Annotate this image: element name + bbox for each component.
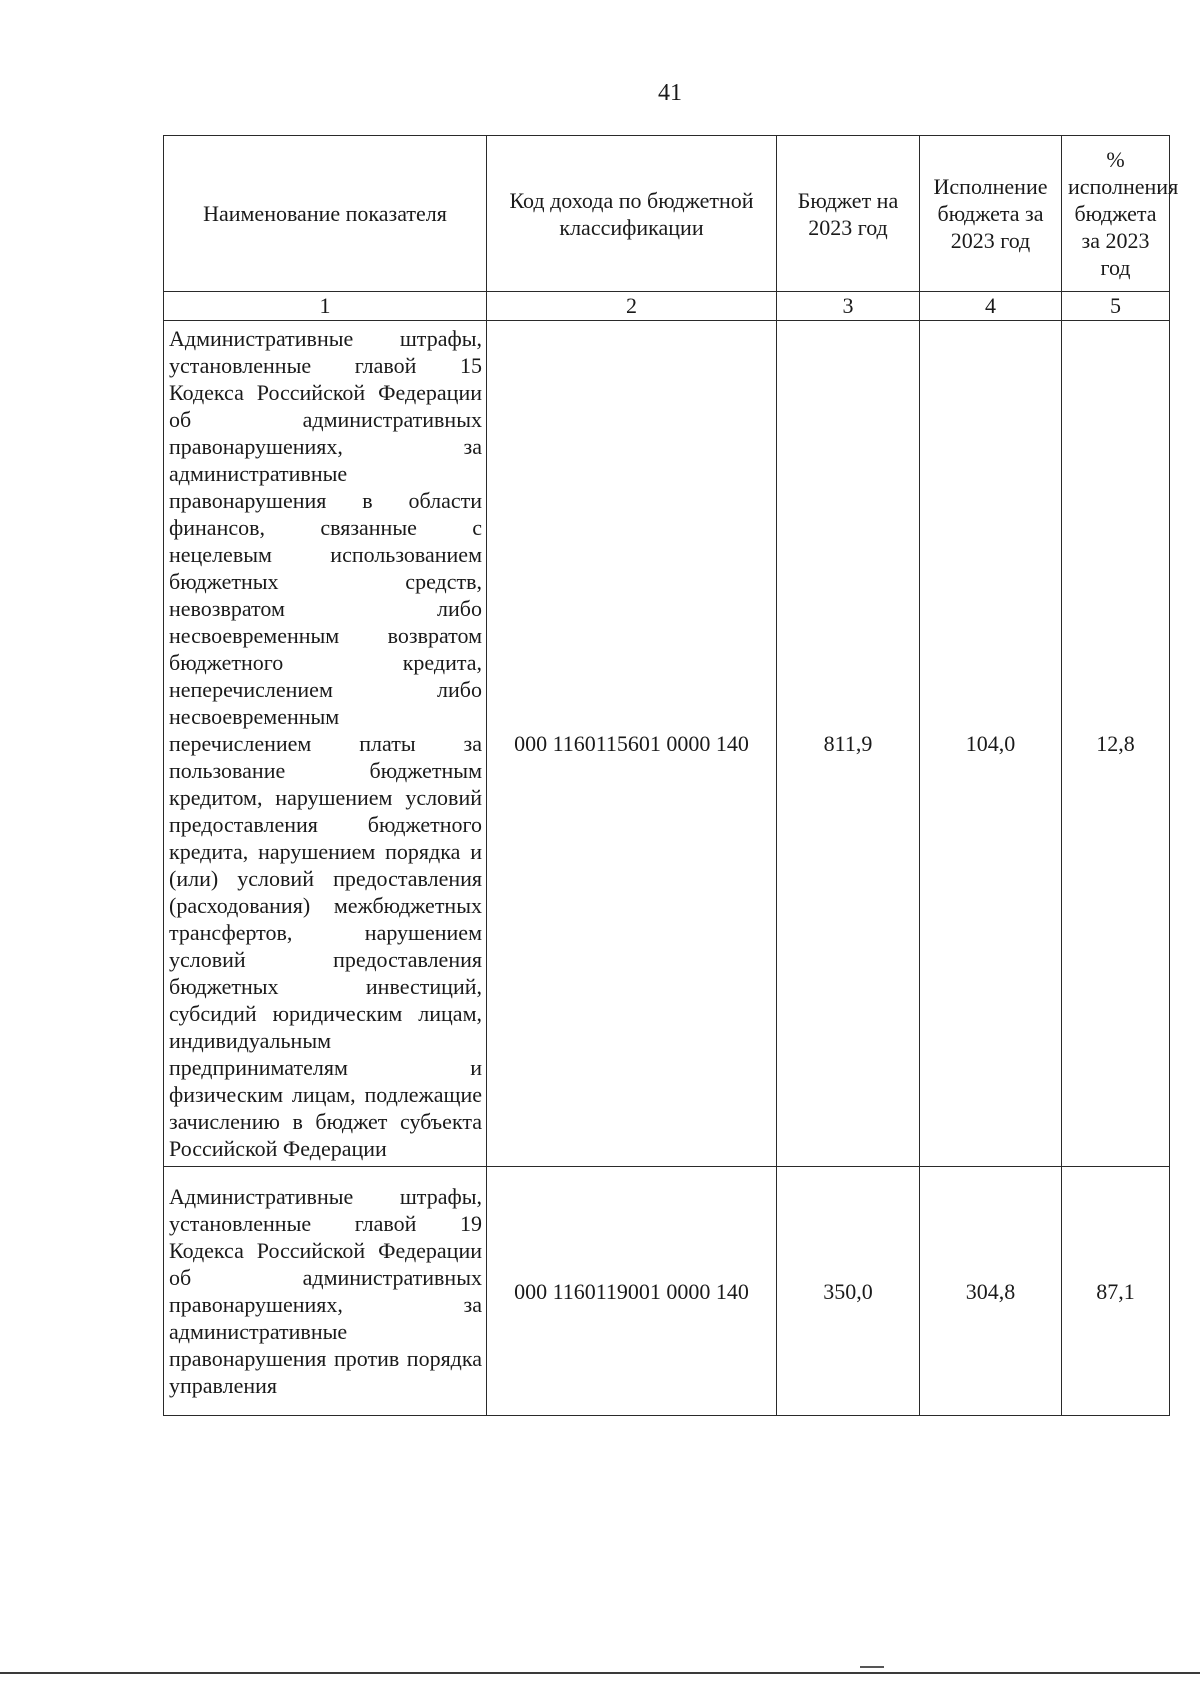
percent-cell: 12,8 (1062, 321, 1170, 1167)
table-row (164, 321, 1170, 1167)
header-execution-percent: % исполнения бюджета за 2023 год (1062, 136, 1170, 292)
indicator-name-cell: Административные штрафы, установленные главой 19 Кодекса Российской Федерации об административных правонарушениях, за административные правонарушения против порядка управления (164, 1167, 487, 1416)
table-row (164, 1167, 1170, 1416)
indicator-name-cell: Административные штрафы, установленные главой 15 Кодекса Российской Федерации об административных правонарушениях, за административные правонарушения в области финансов, связанные с нецелевым использованием бюджетных средств, невозвратом либо несвоевременным возвратом бюджетного кредита, неперечислением либо несвоевременным перечислением платы за пользование бюджетным кредитом, нарушением условий предоставления бюджетного кредита, нарушением порядка и (или) условий предоставления (расходования) межбюджетных трансфертов, нарушением условий предоставления бюджетных инвестиций, субсидий юридическим лицам, индивидуальным предпринимателям и физическим лицам, подлежащие зачислению в бюджет субъекта Российской Федерации (164, 321, 487, 1167)
header-indicator-name: Наименование показателя (164, 136, 487, 292)
column-number: 2 (487, 292, 777, 321)
execution-cell: 304,8 (920, 1167, 1062, 1416)
header-income-code: Код дохода по бюджетной классификации (487, 136, 777, 292)
income-code-cell: 000 1160119001 0000 140 (487, 1167, 777, 1416)
column-number-row (164, 292, 1170, 321)
header-execution-2023: Исполнение бюджета за 2023 год (920, 136, 1062, 292)
budget-cell: 350,0 (777, 1167, 920, 1416)
page-number: 41 (658, 80, 682, 106)
column-number: 1 (164, 292, 487, 321)
execution-cell: 104,0 (920, 321, 1062, 1167)
scan-edge-line (0, 1672, 1200, 1674)
budget-cell: 811,9 (777, 321, 920, 1167)
column-number: 3 (777, 292, 920, 321)
scan-artifact-mark (860, 1666, 884, 1668)
percent-cell: 87,1 (1062, 1167, 1170, 1416)
column-number: 5 (1062, 292, 1170, 321)
budget-income-table (163, 135, 1179, 1416)
header-budget-2023: Бюджет на 2023 год (777, 136, 920, 292)
income-code-cell: 000 1160115601 0000 140 (487, 321, 777, 1167)
column-number: 4 (920, 292, 1062, 321)
table-header-row (164, 136, 1170, 292)
